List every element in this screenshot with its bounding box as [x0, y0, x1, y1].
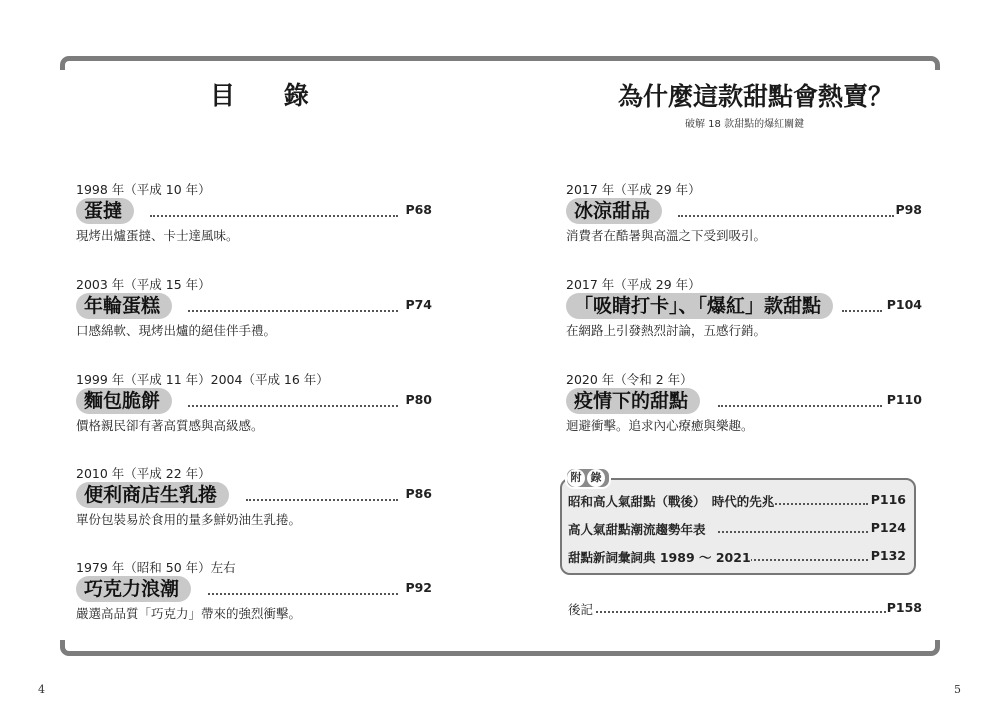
- entry-desc: 消費者在酷暑與高溫之下受到吸引。: [566, 228, 767, 243]
- appendix-item-label: 甜點新詞彙詞典 1989 ～ 2021: [568, 550, 751, 565]
- entry-name: 「吸睛打卡」、「爆紅」款甜點: [566, 293, 833, 319]
- entry-name: 疫情下的甜點: [566, 388, 700, 414]
- dot-leader: [246, 487, 398, 501]
- entry-year: 2003 年（平成 15 年）: [76, 277, 211, 292]
- entry-year: 1999 年（平成 11 年）2004（平成 16 年）: [76, 372, 329, 387]
- entry-desc: 單份包裝易於食用的量多鮮奶油生乳捲。: [76, 512, 302, 527]
- entry-name: 麵包脆餅: [76, 388, 172, 414]
- toc-entry-pandemic-sweets[interactable]: [566, 370, 922, 440]
- dot-leader: [718, 522, 868, 533]
- appendix-item[interactable]: [568, 520, 906, 536]
- entry-year: 2017 年（平成 29 年）: [566, 182, 701, 197]
- entry-desc: 價格親民卻有著高質感與高級感。: [76, 418, 264, 433]
- appendix-badge-char-1: 附: [567, 469, 585, 487]
- appendix-item-label: 昭和高人氣甜點（戰後） 時代的先兆: [568, 494, 775, 509]
- appendix-item-label: 高人氣甜點潮流趨勢年表: [568, 522, 706, 537]
- dot-leader: [188, 393, 398, 407]
- entry-name: 蛋撻: [76, 198, 134, 224]
- entry-year: 2020 年（令和 2 年）: [566, 372, 693, 387]
- entry-name: 巧克力浪潮: [76, 576, 191, 602]
- toc-title: 目 錄: [210, 81, 329, 110]
- frame-top-border: [60, 56, 940, 70]
- entry-name: 冰涼甜品: [566, 198, 662, 224]
- toc-entry-cold-sweets[interactable]: [566, 180, 922, 250]
- toc-entry-egg-tart[interactable]: [76, 180, 432, 250]
- toc-entry-roll-cake[interactable]: [76, 464, 432, 534]
- entry-desc: 在網路上引發熱烈討論，五感行銷。: [566, 323, 767, 338]
- dot-leader: [678, 203, 894, 217]
- dot-leader: [718, 393, 882, 407]
- appendix-badge: [565, 467, 611, 489]
- entry-desc: 現烤出爐蛋撻、卡士達風味。: [76, 228, 239, 243]
- toc-entry-afterword[interactable]: [568, 600, 922, 616]
- entry-page: P80: [405, 392, 432, 407]
- dot-leader: [842, 298, 882, 312]
- toc-entry-rusk[interactable]: [76, 370, 432, 440]
- dot-leader: [150, 203, 398, 217]
- dot-leader: [188, 298, 398, 312]
- appendix-item-page: P124: [870, 520, 906, 535]
- book-title: 為什麼這款甜點會熱賣？: [618, 82, 894, 111]
- appendix-item-page: P116: [870, 492, 906, 507]
- entry-year: 1979 年（昭和 50 年）左右: [76, 560, 236, 575]
- entry-page: P104: [886, 297, 922, 312]
- entry-page: P110: [886, 392, 922, 407]
- entry-name: 便利商店生乳捲: [76, 482, 229, 508]
- entry-desc: 口感綿軟、現烤出爐的絕佳伴手禮。: [76, 323, 277, 338]
- entry-desc: 嚴選高品質「巧克力」帶來的強烈衝擊。: [76, 606, 302, 621]
- toc-entry-baumkuchen[interactable]: [76, 275, 432, 345]
- dot-leader: [208, 581, 398, 595]
- appendix-badge-char-2: 錄: [587, 469, 605, 487]
- entry-page: P74: [405, 297, 432, 312]
- entry-year: 2010 年（平成 22 年）: [76, 466, 211, 481]
- entry-page: P68: [405, 202, 432, 217]
- page-number-left: 4: [38, 683, 45, 696]
- toc-entry-chocolate[interactable]: [76, 558, 432, 628]
- dot-leader: [750, 550, 868, 561]
- page-number-right: 5: [954, 683, 961, 696]
- entry-year: 2017 年（平成 29 年）: [566, 277, 701, 292]
- entry-name: 年輪蛋糕: [76, 293, 172, 319]
- afterword-page: P158: [886, 600, 922, 615]
- toc-entry-viral-sweets[interactable]: [566, 275, 922, 345]
- entry-page: P98: [895, 202, 922, 217]
- frame-bottom-border: [60, 640, 940, 656]
- appendix-item[interactable]: [568, 492, 906, 508]
- appendix-item-page: P132: [870, 548, 906, 563]
- entry-desc: 迴避衝擊。追求內心療癒與樂趣。: [566, 418, 754, 433]
- book-subtitle: 破解 18 款甜點的爆紅關鍵: [685, 119, 805, 130]
- dot-leader: [596, 602, 886, 613]
- afterword-label: 後記: [568, 602, 594, 617]
- entry-year: 1998 年（平成 10 年）: [76, 182, 211, 197]
- entry-page: P92: [405, 580, 432, 595]
- entry-page: P86: [405, 486, 432, 501]
- appendix-item[interactable]: [568, 548, 906, 564]
- dot-leader: [764, 494, 868, 505]
